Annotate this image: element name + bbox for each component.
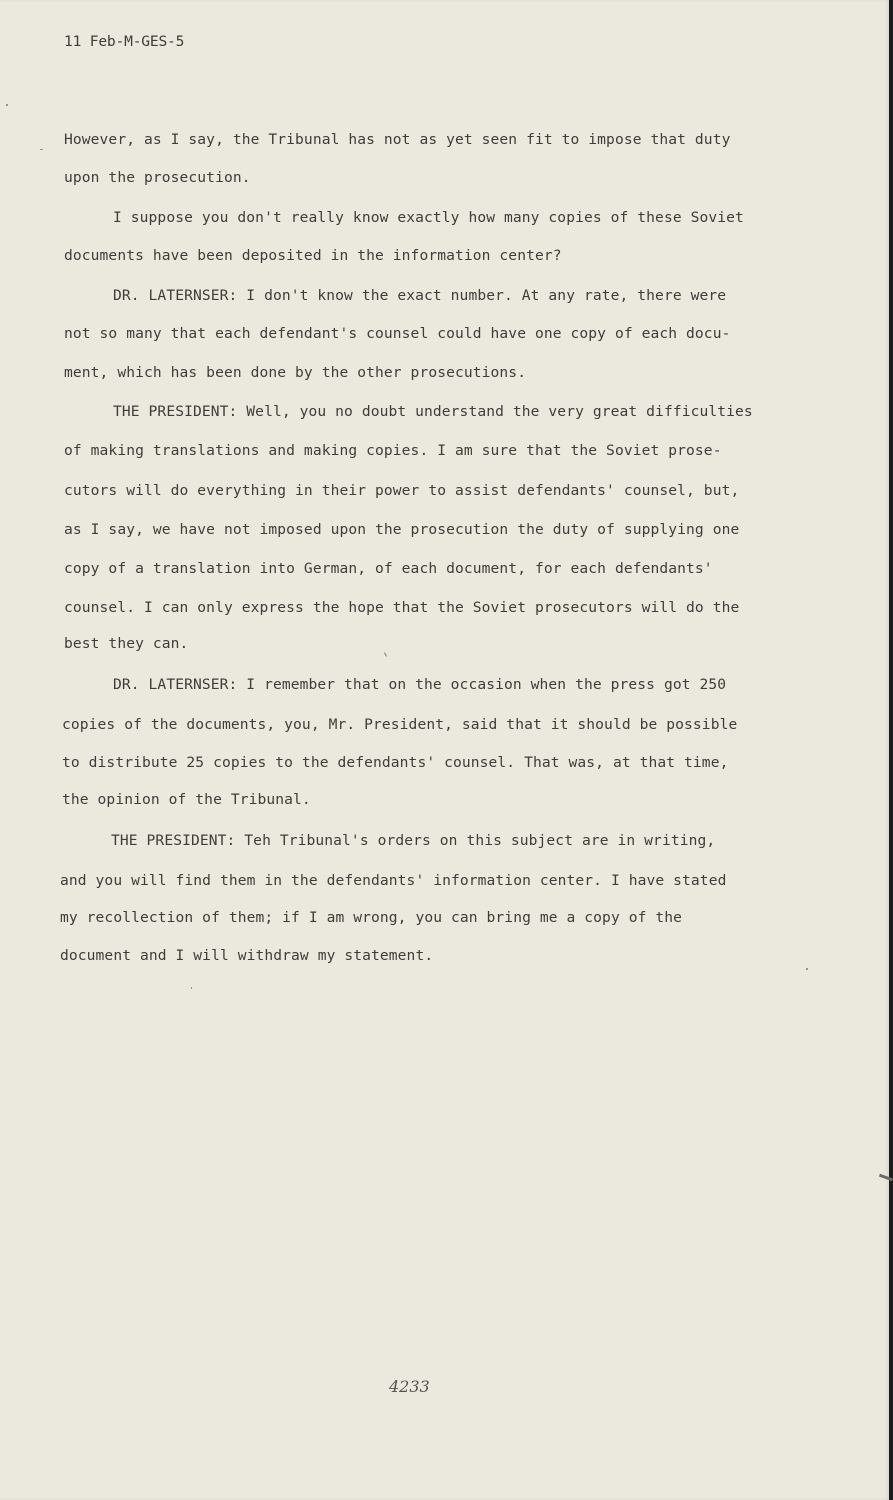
text-line: copy of a translation into German, of each document, for each defendants': [64, 560, 713, 577]
text-line: of making translations and making copies. I am sure that the Soviet prose-: [64, 442, 722, 459]
text-line: documents have been deposited in the information center?: [64, 247, 562, 264]
document-reference: 11 Feb-M-GES-5: [64, 33, 185, 50]
text-line: DR. LATERNSER: I remember that on the occasion when the press got 250: [113, 676, 727, 693]
text-line: DR. LATERNSER: I don't know the exact number. At any rate, there were: [113, 287, 727, 304]
text-line: counsel. I can only express the hope that the Soviet prosecutors will do the: [64, 599, 740, 616]
text-line: to distribute 25 copies to the defendants' counsel. That was, at that time,: [62, 754, 729, 771]
text-line: not so many that each defendant's counsel could have one copy of each docu-: [64, 325, 731, 342]
page-number: 4233: [389, 1377, 430, 1396]
paper-speck: [6, 104, 8, 106]
paper-speck: [384, 652, 387, 657]
text-line: best they can.: [64, 635, 189, 652]
text-line: document and I will withdraw my statement.: [60, 947, 434, 964]
text-line: ment, which has been done by the other prosecutions.: [64, 364, 527, 381]
text-line: I suppose you don't really know exactly how many copies of these Soviet: [113, 209, 744, 226]
paper-speck: [191, 987, 192, 989]
paper-speck: [806, 968, 808, 970]
text-line: THE PRESIDENT: Teh Tribunal's orders on this subject are in writing,: [111, 832, 716, 849]
text-line: and you will find them in the defendants' information center. I have stated: [60, 872, 727, 889]
text-line: my recollection of them; if I am wrong, you can bring me a copy of the: [60, 909, 683, 926]
text-line: THE PRESIDENT: Well, you no doubt understand the very great difficulties: [113, 403, 753, 420]
text-line: the opinion of the Tribunal.: [62, 791, 311, 808]
paper-speck: [40, 149, 43, 150]
text-line: cutors will do everything in their power to assist defendants' counsel, but,: [64, 482, 740, 499]
text-line: as I say, we have not imposed upon the prosecution the duty of supplying one: [64, 521, 740, 538]
text-line: copies of the documents, you, Mr. President, said that it should be possible: [62, 716, 738, 733]
text-line: upon the prosecution.: [64, 169, 251, 186]
text-line: However, as I say, the Tribunal has not as yet seen fit to impose that duty: [64, 131, 731, 148]
